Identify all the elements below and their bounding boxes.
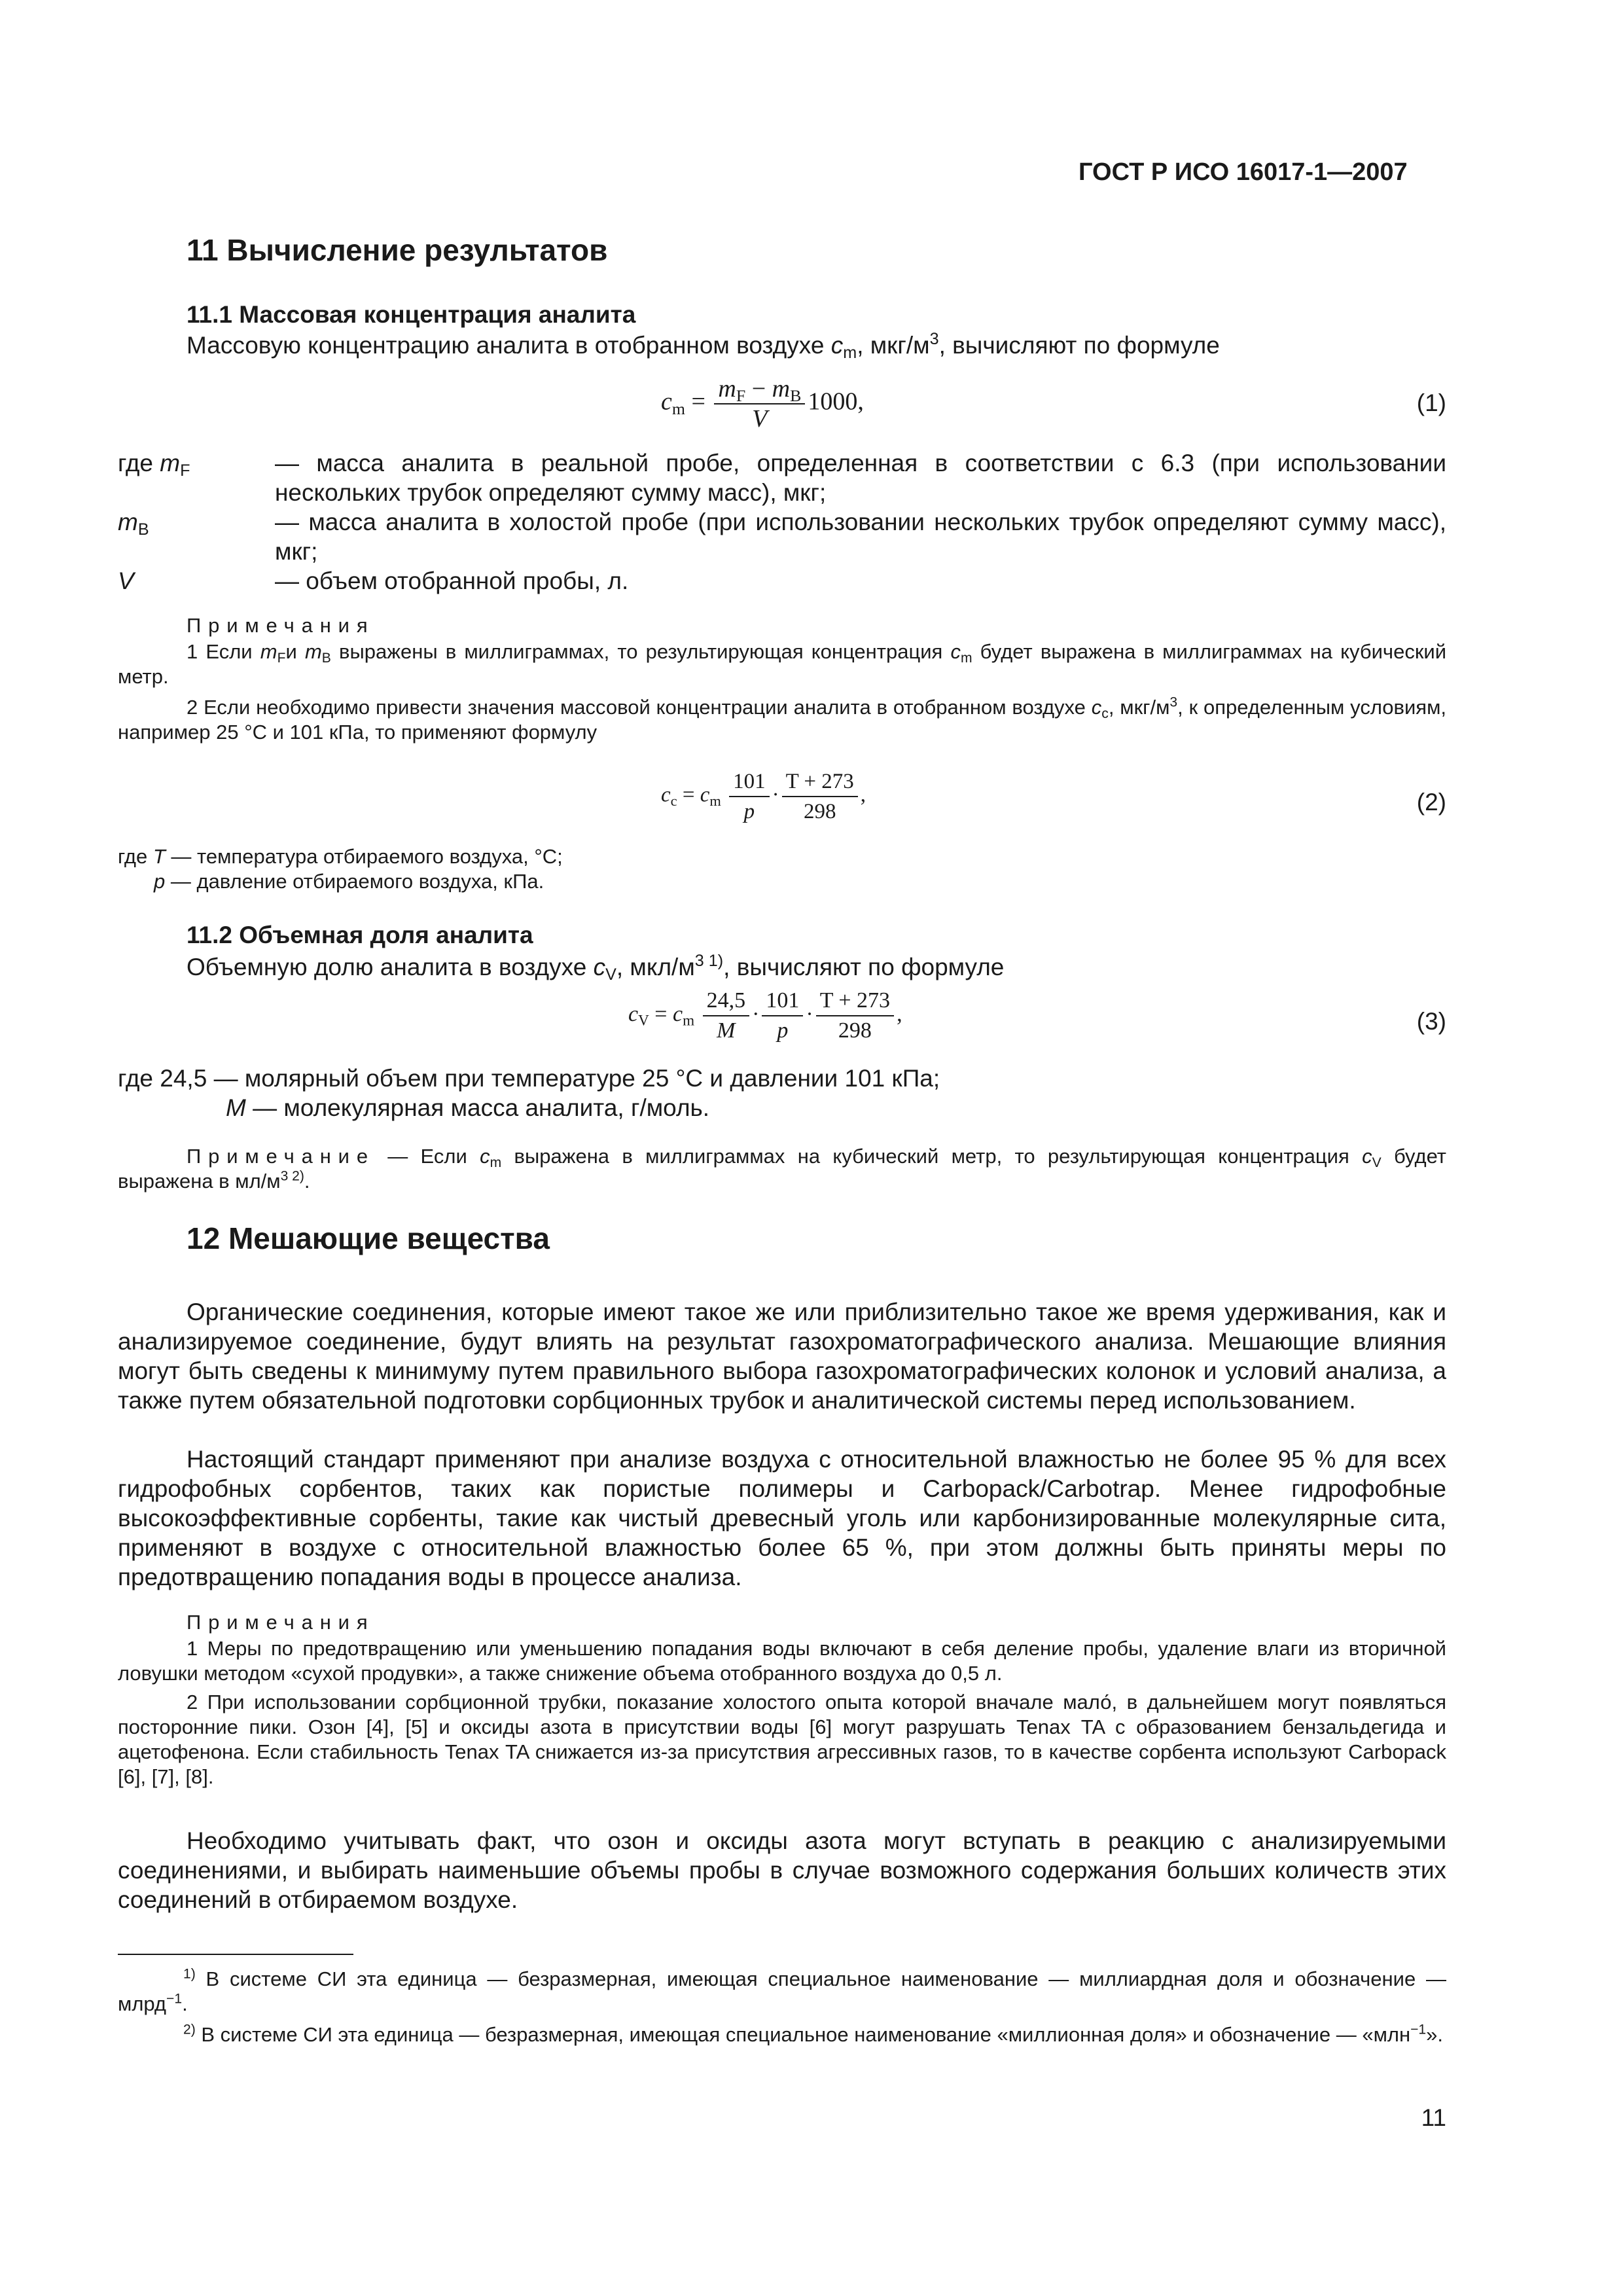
s12-paragraph-3: Необходимо учитывать факт, что озон и оксиды азота могут вступать в реакцию с анализируемыми соединениями, и выбирать наименьшие объемы пробы в случае возможного содержания больших количеств этих соединений в отбираемом воздухе.	[118, 1827, 1446, 1913]
def-T: где T — температура отбираемого воздуха, °С;	[118, 845, 563, 868]
formula-3: $c_V = c_m$ $\frac{24,5}{M}$ · $\frac{101}{p}$ · $\frac{T + 273}{298}$ ,	[628, 986, 902, 1045]
def-mB: $m_B$ — масса аналита в холостой пробе (при использовании нескольких трубок определяют сумму масс), мкг;	[118, 509, 1446, 565]
formula-2: $c_c = c_m$ $\frac{101}{p}$ · $\frac{T + 273}{298}$ ,	[661, 767, 866, 826]
subsection-11-1-title: 11.1 Массовая концентрация аналита	[187, 301, 636, 328]
document-header: ГОСТ Р ИСО 16017-1—2007	[1079, 158, 1408, 186]
equation-number-1: (1)	[1416, 389, 1446, 416]
s12-paragraph-1: Органические соединения, которые имеют такое же или приблизительно такое же время удерживания, как и анализируемое соединение, будут влиять на результат газохроматографического анализа. Мешающие влияния могут быть сведены к минимуму путем правильного выбора газохроматографических колонок и условий анализа, а также путем обязательной подготовки сорбционных трубок и аналитической системы перед использованием.	[118, 1299, 1446, 1414]
notes-title-12: Примечания	[187, 1611, 375, 1634]
footnote-separator	[118, 1954, 353, 1955]
section-12-title: 12 Мешающие вещества	[187, 1221, 550, 1255]
def-mF: где $m_F$ — масса аналита в реальной пробе, определенная в соответствии с 6.3 (при использовании нескольких трубок определяют сумму масс), мкг;	[118, 450, 1446, 506]
section-11-title: 11 Вычисление результатов	[187, 233, 608, 267]
notes-title-11-1: Примечания	[187, 614, 375, 637]
subsection-11-2-title: 11.2 Объемная доля аналита	[187, 922, 533, 948]
footnote-2: $^{2)}$ В системе СИ эта единица — безразмерная, имеющая специальное наименование «миллионная доля» и обозначение — «млн$^{-1}$».	[183, 2022, 1443, 2046]
note-11-1-1: 1 Если $m_Fи$ $m_B$ выражены в миллиграммах, то результирующая концентрация $c_m$ будет выражена в миллиграммах на кубический метр.	[118, 640, 1447, 688]
def-24-5: где 24,5 — молярный объем при температуре 25 °С и давлении 101 кПа;	[118, 1065, 940, 1092]
note-12-2: 2 При использовании сорбционной трубки, показание холостого опыта которой вначале мало́, в дальнейшем могут появляться посторонние пики. Озон [4], [5] и оксиды азота в присутствии воды [6] могут разрушать Tenax TA с образованием бензальдегида и ацетофенона. Если стабильность Tenax TA снижается из-за присутствия агрессивных газов, то в качестве сорбента используют Carbopack [6], [7], [8].	[118, 1691, 1446, 1788]
note-11-1-2: 2 Если необходимо привести значения массовой концентрации аналита в отобранном воздухе $c_c$, мкг/$м^3$, к определенным условиям, например 25 °С и 101 кПа, то применяют формулу	[118, 694, 1446, 744]
footnote-1: $^{1)}$ В системе СИ эта единица — безразмерная, имеющая специальное наименование — миллиардная доля и обозначение — млрд$^{-1}$.	[118, 1966, 1446, 2015]
s12-paragraph-2: Настоящий стандарт применяют при анализе воздуха с относительной влажностью не более 95 % для всех гидрофобных сорбентов, таких как пористые полимеры и Carbopack/Carbotrap. Менее гидрофобные высокоэффективные сорбенты, такие как чистый древесный уголь или карбонизированные молекулярные сита, применяют в воздухе с относительной влажностью более 65 %, при этом должны быть приняты меры по предотвращению попадания воды в процессе анализа.	[118, 1446, 1446, 1590]
equation-number-3: (3)	[1416, 1008, 1446, 1035]
equation-number-2: (2)	[1416, 789, 1446, 816]
formula-1: $c_m$ = $\frac{m_F - m_B}{V}$ 1000,	[661, 375, 864, 433]
def-V: V — объем отобранной пробы, л.	[118, 567, 629, 594]
definitions-formula-1	[118, 448, 1446, 596]
definitions-formula-3	[118, 1064, 1446, 1122]
definitions-formula-2	[118, 844, 1446, 894]
page-number: 11	[1421, 2104, 1446, 2131]
note-11-2: Примечание — Если $c_m$ выражена в миллиграммах на кубический метр, то результирующая концентрация $c_V$ будет выражена в $мл/м^{3 2)}$.	[118, 1145, 1447, 1193]
s11-2-intro: Объемную долю аналита в воздухе $c_V$, мкл/$м^{3 1)}$, вычисляют по формуле	[187, 952, 1005, 984]
note-12-1: 1 Меры по предотвращению или уменьшению попадания воды включают в себя деление пробы, удаление влаги из вторичной ловушки методом «сухой продувки», а также снижение объема отобранного воздуха до 0,5 л.	[118, 1637, 1446, 1685]
def-M: M — молекулярная масса аналита, г/моль.	[226, 1094, 710, 1121]
def-p: p — давление отбираемого воздуха, кПа.	[154, 870, 544, 893]
s11-1-intro: Массовую концентрацию аналита в отобранном воздухе $c_m$, мкг/$м^3$, вычисляют по формуле	[187, 330, 1220, 363]
